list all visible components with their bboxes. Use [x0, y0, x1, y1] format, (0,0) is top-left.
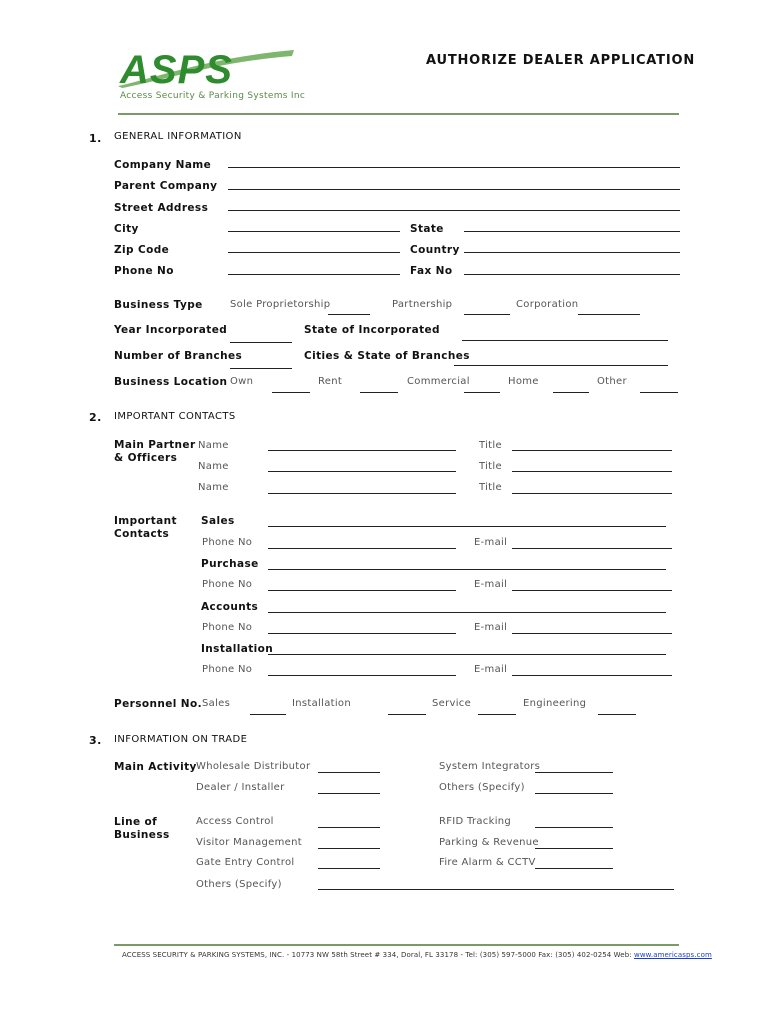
partner-name-label-1: Name — [198, 440, 229, 451]
purchase-email-field[interactable] — [512, 578, 672, 591]
rent-field[interactable] — [360, 380, 398, 393]
main-partner-label-2: & Officers — [114, 452, 178, 464]
corporation-label: Corporation — [516, 299, 579, 310]
fire-alarm-cctv-field[interactable] — [535, 856, 613, 869]
line-of-business-label: Line of — [114, 816, 158, 828]
phone-no-label: Phone No — [114, 265, 174, 277]
dealer-installer-label: Dealer / Installer — [196, 782, 285, 793]
others-specify-label: Others (Specify) — [439, 782, 525, 793]
sales-phone-field[interactable] — [268, 536, 456, 549]
visitor-management-field[interactable] — [318, 836, 380, 849]
personnel-sales-label: Sales — [202, 698, 231, 709]
number-of-branches-label: Number of Branches — [114, 350, 243, 362]
state-field[interactable] — [464, 219, 680, 232]
sales-contact-field[interactable] — [268, 514, 666, 527]
wholesale-distributor-label: Wholesale Distributor — [196, 761, 311, 772]
other-field[interactable] — [640, 380, 678, 393]
personnel-service-field[interactable] — [478, 702, 516, 715]
state-of-incorporated-label: State of Incorporated — [304, 324, 440, 336]
fax-no-label: Fax No — [410, 265, 453, 277]
important-contacts-label-2: Contacts — [114, 528, 170, 540]
gate-entry-control-label: Gate Entry Control — [196, 857, 295, 868]
home-label: Home — [508, 376, 539, 387]
commercial-label: Commercial — [407, 376, 470, 387]
parent-company-label: Parent Company — [114, 180, 218, 192]
section-heading: GENERAL INFORMATION — [114, 131, 242, 142]
section-number: 2. — [89, 411, 102, 424]
purchase-contact-field[interactable] — [268, 557, 666, 570]
personnel-installation-field[interactable] — [388, 702, 426, 715]
own-field[interactable] — [272, 380, 310, 393]
home-field[interactable] — [553, 380, 589, 393]
number-of-branches-field[interactable] — [230, 356, 292, 369]
country-label: Country — [410, 244, 460, 256]
partner-title-field-1[interactable] — [512, 438, 672, 451]
corporation-field[interactable] — [578, 302, 640, 315]
partner-title-label-1: Title — [479, 440, 502, 451]
state-label: State — [410, 223, 444, 235]
page-title: AUTHORIZE DEALER APPLICATION — [426, 53, 695, 68]
parent-company-field[interactable] — [228, 177, 680, 190]
rent-label: Rent — [318, 376, 343, 387]
system-integrators-field[interactable] — [535, 760, 613, 773]
personnel-service-label: Service — [432, 698, 472, 709]
partner-title-field-3[interactable] — [512, 481, 672, 494]
commercial-field[interactable] — [464, 380, 500, 393]
asps-logo — [116, 46, 298, 90]
business-type-label: Business Type — [114, 299, 203, 311]
partnership-field[interactable] — [464, 302, 510, 315]
city-label: City — [114, 223, 139, 235]
personnel-no-label: Personnel No. — [114, 698, 202, 710]
installation-email-field[interactable] — [512, 663, 672, 676]
personnel-engineering-field[interactable] — [598, 702, 636, 715]
business-location-label: Business Location — [114, 376, 228, 388]
zip-code-field[interactable] — [228, 240, 400, 253]
access-control-label: Access Control — [196, 816, 274, 827]
accounts-phone-field[interactable] — [268, 621, 456, 634]
wholesale-distributor-field[interactable] — [318, 760, 380, 773]
partner-name-field-3[interactable] — [268, 481, 456, 494]
city-field[interactable] — [228, 219, 400, 232]
others-specify-2-field[interactable] — [318, 877, 674, 890]
purchase-phone-label: Phone No — [202, 579, 253, 590]
company-name-label: Company Name — [114, 159, 212, 171]
country-field[interactable] — [464, 240, 680, 253]
section-heading: IMPORTANT CONTACTS — [114, 411, 236, 422]
phone-no-field[interactable] — [228, 262, 400, 275]
accounts-contact-label: Accounts — [201, 601, 259, 613]
personnel-engineering-label: Engineering — [523, 698, 587, 709]
access-control-field[interactable] — [318, 815, 380, 828]
state-of-incorporated-field[interactable] — [462, 328, 668, 341]
partner-title-label-2: Title — [479, 461, 502, 472]
cities-state-branches-label: Cities & State of Branches — [304, 350, 470, 362]
own-label: Own — [230, 376, 254, 387]
company-name-field[interactable] — [228, 155, 680, 168]
section-heading: INFORMATION ON TRADE — [114, 734, 248, 745]
dealer-installer-field[interactable] — [318, 781, 380, 794]
partner-name-field-1[interactable] — [268, 438, 456, 451]
installation-contact-label: Installation — [201, 643, 274, 655]
footer-rule — [114, 944, 679, 946]
rfid-tracking-field[interactable] — [535, 815, 613, 828]
sales-email-label: E-mail — [474, 537, 508, 548]
system-integrators-label: System Integrators — [439, 761, 541, 772]
purchase-contact-label: Purchase — [201, 558, 259, 570]
partner-name-label-2: Name — [198, 461, 229, 472]
other-label: Other — [597, 376, 627, 387]
installation-email-label: E-mail — [474, 664, 508, 675]
footer-text: ACCESS SECURITY & PARKING SYSTEMS, INC. - 10773 NW 58th Street # 334, Doral, FL 33178 - Tel: (305) 597-5000 Fax: (305) 402-0254 Web: — [122, 951, 635, 959]
purchase-email-label: E-mail — [474, 579, 508, 590]
main-partner-label: Main Partner — [114, 439, 196, 451]
rfid-tracking-label: RFID Tracking — [439, 816, 512, 827]
visitor-management-label: Visitor Management — [196, 837, 302, 848]
footer-website-link[interactable]: www.americasps.com — [634, 951, 712, 959]
parking-revenue-field[interactable] — [535, 836, 613, 849]
personnel-sales-field[interactable] — [250, 702, 286, 715]
personnel-installation-label: Installation — [292, 698, 351, 709]
year-incorporated-label: Year Incorporated — [114, 324, 228, 336]
sole-proprietorship-label: Sole Proprietorship — [230, 299, 331, 310]
zip-code-label: Zip Code — [114, 244, 170, 256]
sole-proprietorship-field[interactable] — [328, 302, 370, 315]
accounts-contact-field[interactable] — [268, 600, 666, 613]
installation-contact-field[interactable] — [268, 642, 666, 655]
installation-phone-field[interactable] — [268, 663, 456, 676]
others-specify-field[interactable] — [535, 781, 613, 794]
header-rule — [118, 113, 679, 115]
section-number: 3. — [89, 734, 102, 747]
section-number: 1. — [89, 132, 102, 145]
line-of-business-label-2: Business — [114, 829, 170, 841]
main-activity-label: Main Activity — [114, 761, 197, 773]
others-specify-2-label: Others (Specify) — [196, 879, 282, 890]
accounts-phone-label: Phone No — [202, 622, 253, 633]
logo-text: ASPS — [120, 48, 233, 90]
company-tagline: Access Security & Parking Systems Inc — [120, 91, 306, 101]
sales-contact-label: Sales — [201, 515, 235, 527]
cities-state-branches-field[interactable] — [454, 353, 668, 366]
street-address-field[interactable] — [228, 198, 680, 211]
footer-address — [122, 951, 712, 959]
parking-revenue-label: Parking & Revenue — [439, 837, 539, 848]
year-incorporated-field[interactable] — [230, 330, 292, 343]
sales-email-field[interactable] — [512, 536, 672, 549]
street-address-label: Street Address — [114, 202, 209, 214]
accounts-email-field[interactable] — [512, 621, 672, 634]
fire-alarm-cctv-label: Fire Alarm & CCTV — [439, 857, 536, 868]
partner-name-field-2[interactable] — [268, 459, 456, 472]
partner-title-label-3: Title — [479, 482, 502, 493]
important-contacts-label: Important — [114, 515, 177, 527]
accounts-email-label: E-mail — [474, 622, 508, 633]
partnership-label: Partnership — [392, 299, 453, 310]
gate-entry-control-field[interactable] — [318, 856, 380, 869]
fax-no-field[interactable] — [464, 262, 680, 275]
installation-phone-label: Phone No — [202, 664, 253, 675]
partner-name-label-3: Name — [198, 482, 229, 493]
sales-phone-label: Phone No — [202, 537, 253, 548]
partner-title-field-2[interactable] — [512, 459, 672, 472]
purchase-phone-field[interactable] — [268, 578, 456, 591]
